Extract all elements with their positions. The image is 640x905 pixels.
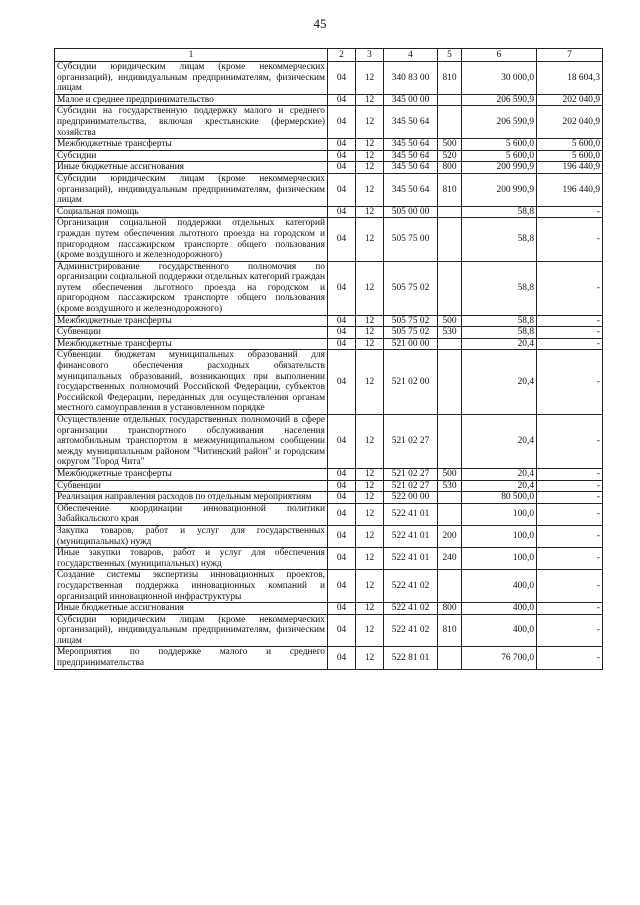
- row-subsection: 12: [356, 525, 384, 547]
- row-expense-type: [438, 503, 462, 525]
- row-executed-amount: -: [537, 327, 603, 339]
- row-planned-amount: 5 600,0: [462, 150, 537, 162]
- column-header: 6: [462, 49, 537, 62]
- table-row: [55, 548, 603, 570]
- row-subsection: 12: [356, 614, 384, 647]
- row-section: 04: [328, 150, 356, 162]
- row-expense-type: [438, 350, 462, 415]
- row-planned-amount: 30 000,0: [462, 62, 537, 95]
- row-executed-amount: -: [537, 570, 603, 603]
- row-planned-amount: 58,8: [462, 206, 537, 218]
- table-row: [55, 315, 603, 327]
- row-name: Иные бюджетные ассигнования: [55, 162, 328, 174]
- row-subsection: 12: [356, 218, 384, 261]
- table-row: [55, 570, 603, 603]
- row-section: 04: [328, 415, 356, 469]
- row-name: Организация социальной поддержки отдельных категорий граждан путем обеспечения льготного проезда на городском и пригородном пассажирском транспорте общего пользования (кроме воздушного и железнодорожного): [55, 218, 328, 261]
- table-row: [55, 218, 603, 261]
- row-executed-amount: -: [537, 492, 603, 504]
- row-section: 04: [328, 525, 356, 547]
- row-target-article: 505 00 00: [384, 206, 438, 218]
- row-expense-type: [438, 218, 462, 261]
- table-row: [55, 94, 603, 106]
- row-expense-type: [438, 106, 462, 139]
- table-row: [55, 139, 603, 151]
- row-section: 04: [328, 647, 356, 669]
- row-subsection: 12: [356, 503, 384, 525]
- row-target-article: 340 83 00: [384, 62, 438, 95]
- row-section: 04: [328, 315, 356, 327]
- row-planned-amount: 400,0: [462, 570, 537, 603]
- row-planned-amount: 5 600,0: [462, 139, 537, 151]
- row-subsection: 12: [356, 62, 384, 95]
- row-expense-type: [438, 647, 462, 669]
- table-row: [55, 468, 603, 480]
- row-name: Малое и среднее предпринимательство: [55, 94, 328, 106]
- row-subsection: 12: [356, 570, 384, 603]
- row-section: 04: [328, 350, 356, 415]
- budget-table: [54, 48, 603, 670]
- column-header: 5: [438, 49, 462, 62]
- row-name: Иные бюджетные ассигнования: [55, 603, 328, 615]
- row-target-article: 345 00 00: [384, 94, 438, 106]
- row-expense-type: [438, 570, 462, 603]
- row-name: Межбюджетные трансферты: [55, 139, 328, 151]
- row-subsection: 12: [356, 415, 384, 469]
- row-target-article: 521 00 00: [384, 338, 438, 350]
- table-row: [55, 261, 603, 315]
- row-section: 04: [328, 162, 356, 174]
- page-number: 45: [313, 16, 327, 31]
- row-subsection: 12: [356, 150, 384, 162]
- row-subsection: 12: [356, 162, 384, 174]
- row-planned-amount: 100,0: [462, 548, 537, 570]
- row-target-article: 522 81 01: [384, 647, 438, 669]
- row-section: 04: [328, 503, 356, 525]
- column-header: 4: [384, 49, 438, 62]
- row-planned-amount: 58,8: [462, 327, 537, 339]
- row-planned-amount: 206 590,9: [462, 106, 537, 139]
- table-row: [55, 327, 603, 339]
- row-name: Закупка товаров, работ и услуг для государственных (муниципальных) нужд: [55, 525, 328, 547]
- row-target-article: 505 75 00: [384, 218, 438, 261]
- row-target-article: 522 41 02: [384, 614, 438, 647]
- row-name: Реализация направления расходов по отдельным мероприятиям: [55, 492, 328, 504]
- row-target-article: 522 00 00: [384, 492, 438, 504]
- row-subsection: 12: [356, 603, 384, 615]
- row-section: 04: [328, 492, 356, 504]
- row-expense-type: 240: [438, 548, 462, 570]
- table-row: [55, 480, 603, 492]
- row-subsection: 12: [356, 106, 384, 139]
- row-planned-amount: 76 700,0: [462, 647, 537, 669]
- row-planned-amount: 80 500,0: [462, 492, 537, 504]
- row-expense-type: [438, 338, 462, 350]
- row-name: Администрирование государственного полномочия по организации социальной поддержки отдельных категорий граждан путем обеспечения льготного проезда на городском и пригородном пассажирском транспорте общего пользования (кроме воздушного и железнодорожного): [55, 261, 328, 315]
- row-target-article: 522 41 02: [384, 603, 438, 615]
- row-subsection: 12: [356, 548, 384, 570]
- row-expense-type: [438, 492, 462, 504]
- row-expense-type: 500: [438, 139, 462, 151]
- row-section: 04: [328, 480, 356, 492]
- row-executed-amount: 202 040,9: [537, 106, 603, 139]
- row-target-article: 505 75 02: [384, 315, 438, 327]
- row-planned-amount: 100,0: [462, 503, 537, 525]
- row-subsection: 12: [356, 173, 384, 206]
- row-name: Субсидии юридическим лицам (кроме некоммерческих организаций), индивидуальным предпринимателям, физическим лицам: [55, 614, 328, 647]
- row-section: 04: [328, 106, 356, 139]
- row-section: 04: [328, 614, 356, 647]
- row-expense-type: 500: [438, 468, 462, 480]
- row-name: Создание системы экспертизы инновационных проектов, государственная поддержка инновационных компаний и организаций инновационной инфраструктуры: [55, 570, 328, 603]
- row-planned-amount: 58,8: [462, 261, 537, 315]
- row-expense-type: 810: [438, 173, 462, 206]
- row-executed-amount: -: [537, 415, 603, 469]
- row-target-article: 505 75 02: [384, 261, 438, 315]
- row-section: 04: [328, 261, 356, 315]
- row-target-article: 521 02 27: [384, 415, 438, 469]
- row-expense-type: 810: [438, 62, 462, 95]
- row-section: 04: [328, 570, 356, 603]
- row-planned-amount: 58,8: [462, 315, 537, 327]
- row-expense-type: [438, 94, 462, 106]
- row-target-article: 345 50 64: [384, 150, 438, 162]
- row-planned-amount: 20,4: [462, 468, 537, 480]
- row-name: Межбюджетные трансферты: [55, 468, 328, 480]
- row-executed-amount: -: [537, 218, 603, 261]
- row-expense-type: 800: [438, 603, 462, 615]
- row-planned-amount: 20,4: [462, 350, 537, 415]
- row-name: Субсидии юридическим лицам (кроме некоммерческих организаций), индивидуальным предпринимателям, физическим лицам: [55, 173, 328, 206]
- row-expense-type: [438, 261, 462, 315]
- row-subsection: 12: [356, 206, 384, 218]
- column-header: 3: [356, 49, 384, 62]
- row-executed-amount: -: [537, 614, 603, 647]
- row-name: Обеспечение координации инновационной политики Забайкальского края: [55, 503, 328, 525]
- row-section: 04: [328, 94, 356, 106]
- table-row: [55, 162, 603, 174]
- row-name: Осуществление отдельных государственных полномочий в сфере организации транспортного обслуживания населения автомобильным транспортом в межмуниципальном сообщении между муниципальным районом "Читинский район" и городским округом "Город Чита": [55, 415, 328, 469]
- row-executed-amount: 202 040,9: [537, 94, 603, 106]
- row-section: 04: [328, 218, 356, 261]
- row-executed-amount: -: [537, 647, 603, 669]
- row-expense-type: [438, 206, 462, 218]
- row-subsection: 12: [356, 94, 384, 106]
- row-planned-amount: 100,0: [462, 525, 537, 547]
- row-expense-type: 530: [438, 327, 462, 339]
- row-section: 04: [328, 603, 356, 615]
- row-planned-amount: 400,0: [462, 603, 537, 615]
- row-expense-type: [438, 415, 462, 469]
- row-executed-amount: 196 440,9: [537, 173, 603, 206]
- table-row: [55, 206, 603, 218]
- row-name: Субсидии на государственную поддержку малого и среднего предпринимательства, включая крестьянские (фермерские) хозяйства: [55, 106, 328, 139]
- row-subsection: 12: [356, 327, 384, 339]
- row-expense-type: 200: [438, 525, 462, 547]
- row-planned-amount: 58,8: [462, 218, 537, 261]
- row-executed-amount: -: [537, 548, 603, 570]
- row-subsection: 12: [356, 647, 384, 669]
- row-subsection: 12: [356, 261, 384, 315]
- row-planned-amount: 400,0: [462, 614, 537, 647]
- row-executed-amount: -: [537, 603, 603, 615]
- row-expense-type: 500: [438, 315, 462, 327]
- table-header-row: [55, 49, 603, 62]
- row-target-article: 522 41 01: [384, 525, 438, 547]
- row-planned-amount: 20,4: [462, 415, 537, 469]
- row-target-article: 345 50 64: [384, 139, 438, 151]
- row-executed-amount: 5 600,0: [537, 150, 603, 162]
- row-section: 04: [328, 327, 356, 339]
- row-subsection: 12: [356, 338, 384, 350]
- row-target-article: 521 02 00: [384, 350, 438, 415]
- row-executed-amount: -: [537, 503, 603, 525]
- row-planned-amount: 200 990,9: [462, 162, 537, 174]
- row-target-article: 345 50 64: [384, 162, 438, 174]
- row-executed-amount: -: [537, 468, 603, 480]
- table-row: [55, 647, 603, 669]
- row-name: Субсидии: [55, 150, 328, 162]
- row-name: Субвенции: [55, 327, 328, 339]
- table-row: [55, 492, 603, 504]
- row-name: Мероприятия по поддержке малого и среднего предпринимательства: [55, 647, 328, 669]
- row-planned-amount: 206 590,9: [462, 94, 537, 106]
- table-row: [55, 173, 603, 206]
- row-target-article: 505 75 02: [384, 327, 438, 339]
- row-subsection: 12: [356, 350, 384, 415]
- column-header: 7: [537, 49, 603, 62]
- row-planned-amount: 20,4: [462, 480, 537, 492]
- row-executed-amount: -: [537, 338, 603, 350]
- row-target-article: 521 02 27: [384, 480, 438, 492]
- row-executed-amount: 18 604,3: [537, 62, 603, 95]
- row-executed-amount: -: [537, 261, 603, 315]
- row-section: 04: [328, 173, 356, 206]
- row-expense-type: 810: [438, 614, 462, 647]
- column-header: 1: [55, 49, 328, 62]
- row-executed-amount: -: [537, 525, 603, 547]
- row-name: Межбюджетные трансферты: [55, 315, 328, 327]
- row-target-article: 521 02 27: [384, 468, 438, 480]
- row-executed-amount: -: [537, 480, 603, 492]
- table-row: [55, 150, 603, 162]
- table-row: [55, 106, 603, 139]
- row-target-article: 522 41 02: [384, 570, 438, 603]
- table-row: [55, 503, 603, 525]
- table-row: [55, 614, 603, 647]
- row-subsection: 12: [356, 315, 384, 327]
- row-expense-type: 800: [438, 162, 462, 174]
- row-executed-amount: -: [537, 315, 603, 327]
- table-row: [55, 338, 603, 350]
- row-subsection: 12: [356, 492, 384, 504]
- row-name: Субвенции бюджетам муниципальных образований для финансового обеспечения расходных обязательств муниципальных образований, возникающих при выполнении государственных полномочий Российской Федерации, субъектов Российской Федерации, переданных для осуществления органам местного самоуправления в установленном порядке: [55, 350, 328, 415]
- row-executed-amount: -: [537, 350, 603, 415]
- row-target-article: 345 50 64: [384, 106, 438, 139]
- row-name: Социальная помощь: [55, 206, 328, 218]
- row-planned-amount: 20,4: [462, 338, 537, 350]
- row-target-article: 345 50 64: [384, 173, 438, 206]
- row-subsection: 12: [356, 480, 384, 492]
- row-section: 04: [328, 62, 356, 95]
- row-section: 04: [328, 338, 356, 350]
- row-target-article: 522 41 01: [384, 503, 438, 525]
- row-executed-amount: 5 600,0: [537, 139, 603, 151]
- table-row: [55, 603, 603, 615]
- row-name: Иные закупки товаров, работ и услуг для обеспечения государственных (муниципальных) нужд: [55, 548, 328, 570]
- row-name: Субвенции: [55, 480, 328, 492]
- table-row: [55, 62, 603, 95]
- row-name: Межбюджетные трансферты: [55, 338, 328, 350]
- row-name: Субсидии юридическим лицам (кроме некоммерческих организаций), индивидуальным предпринимателям, физическим лицам: [55, 62, 328, 95]
- row-planned-amount: 200 990,9: [462, 173, 537, 206]
- table-row: [55, 415, 603, 469]
- row-executed-amount: 196 440,9: [537, 162, 603, 174]
- row-target-article: 522 41 01: [384, 548, 438, 570]
- row-expense-type: 530: [438, 480, 462, 492]
- row-subsection: 12: [356, 468, 384, 480]
- row-section: 04: [328, 139, 356, 151]
- row-expense-type: 520: [438, 150, 462, 162]
- row-section: 04: [328, 206, 356, 218]
- row-executed-amount: -: [537, 206, 603, 218]
- row-section: 04: [328, 468, 356, 480]
- table-row: [55, 350, 603, 415]
- table-row: [55, 525, 603, 547]
- row-section: 04: [328, 548, 356, 570]
- column-header: 2: [328, 49, 356, 62]
- row-subsection: 12: [356, 139, 384, 151]
